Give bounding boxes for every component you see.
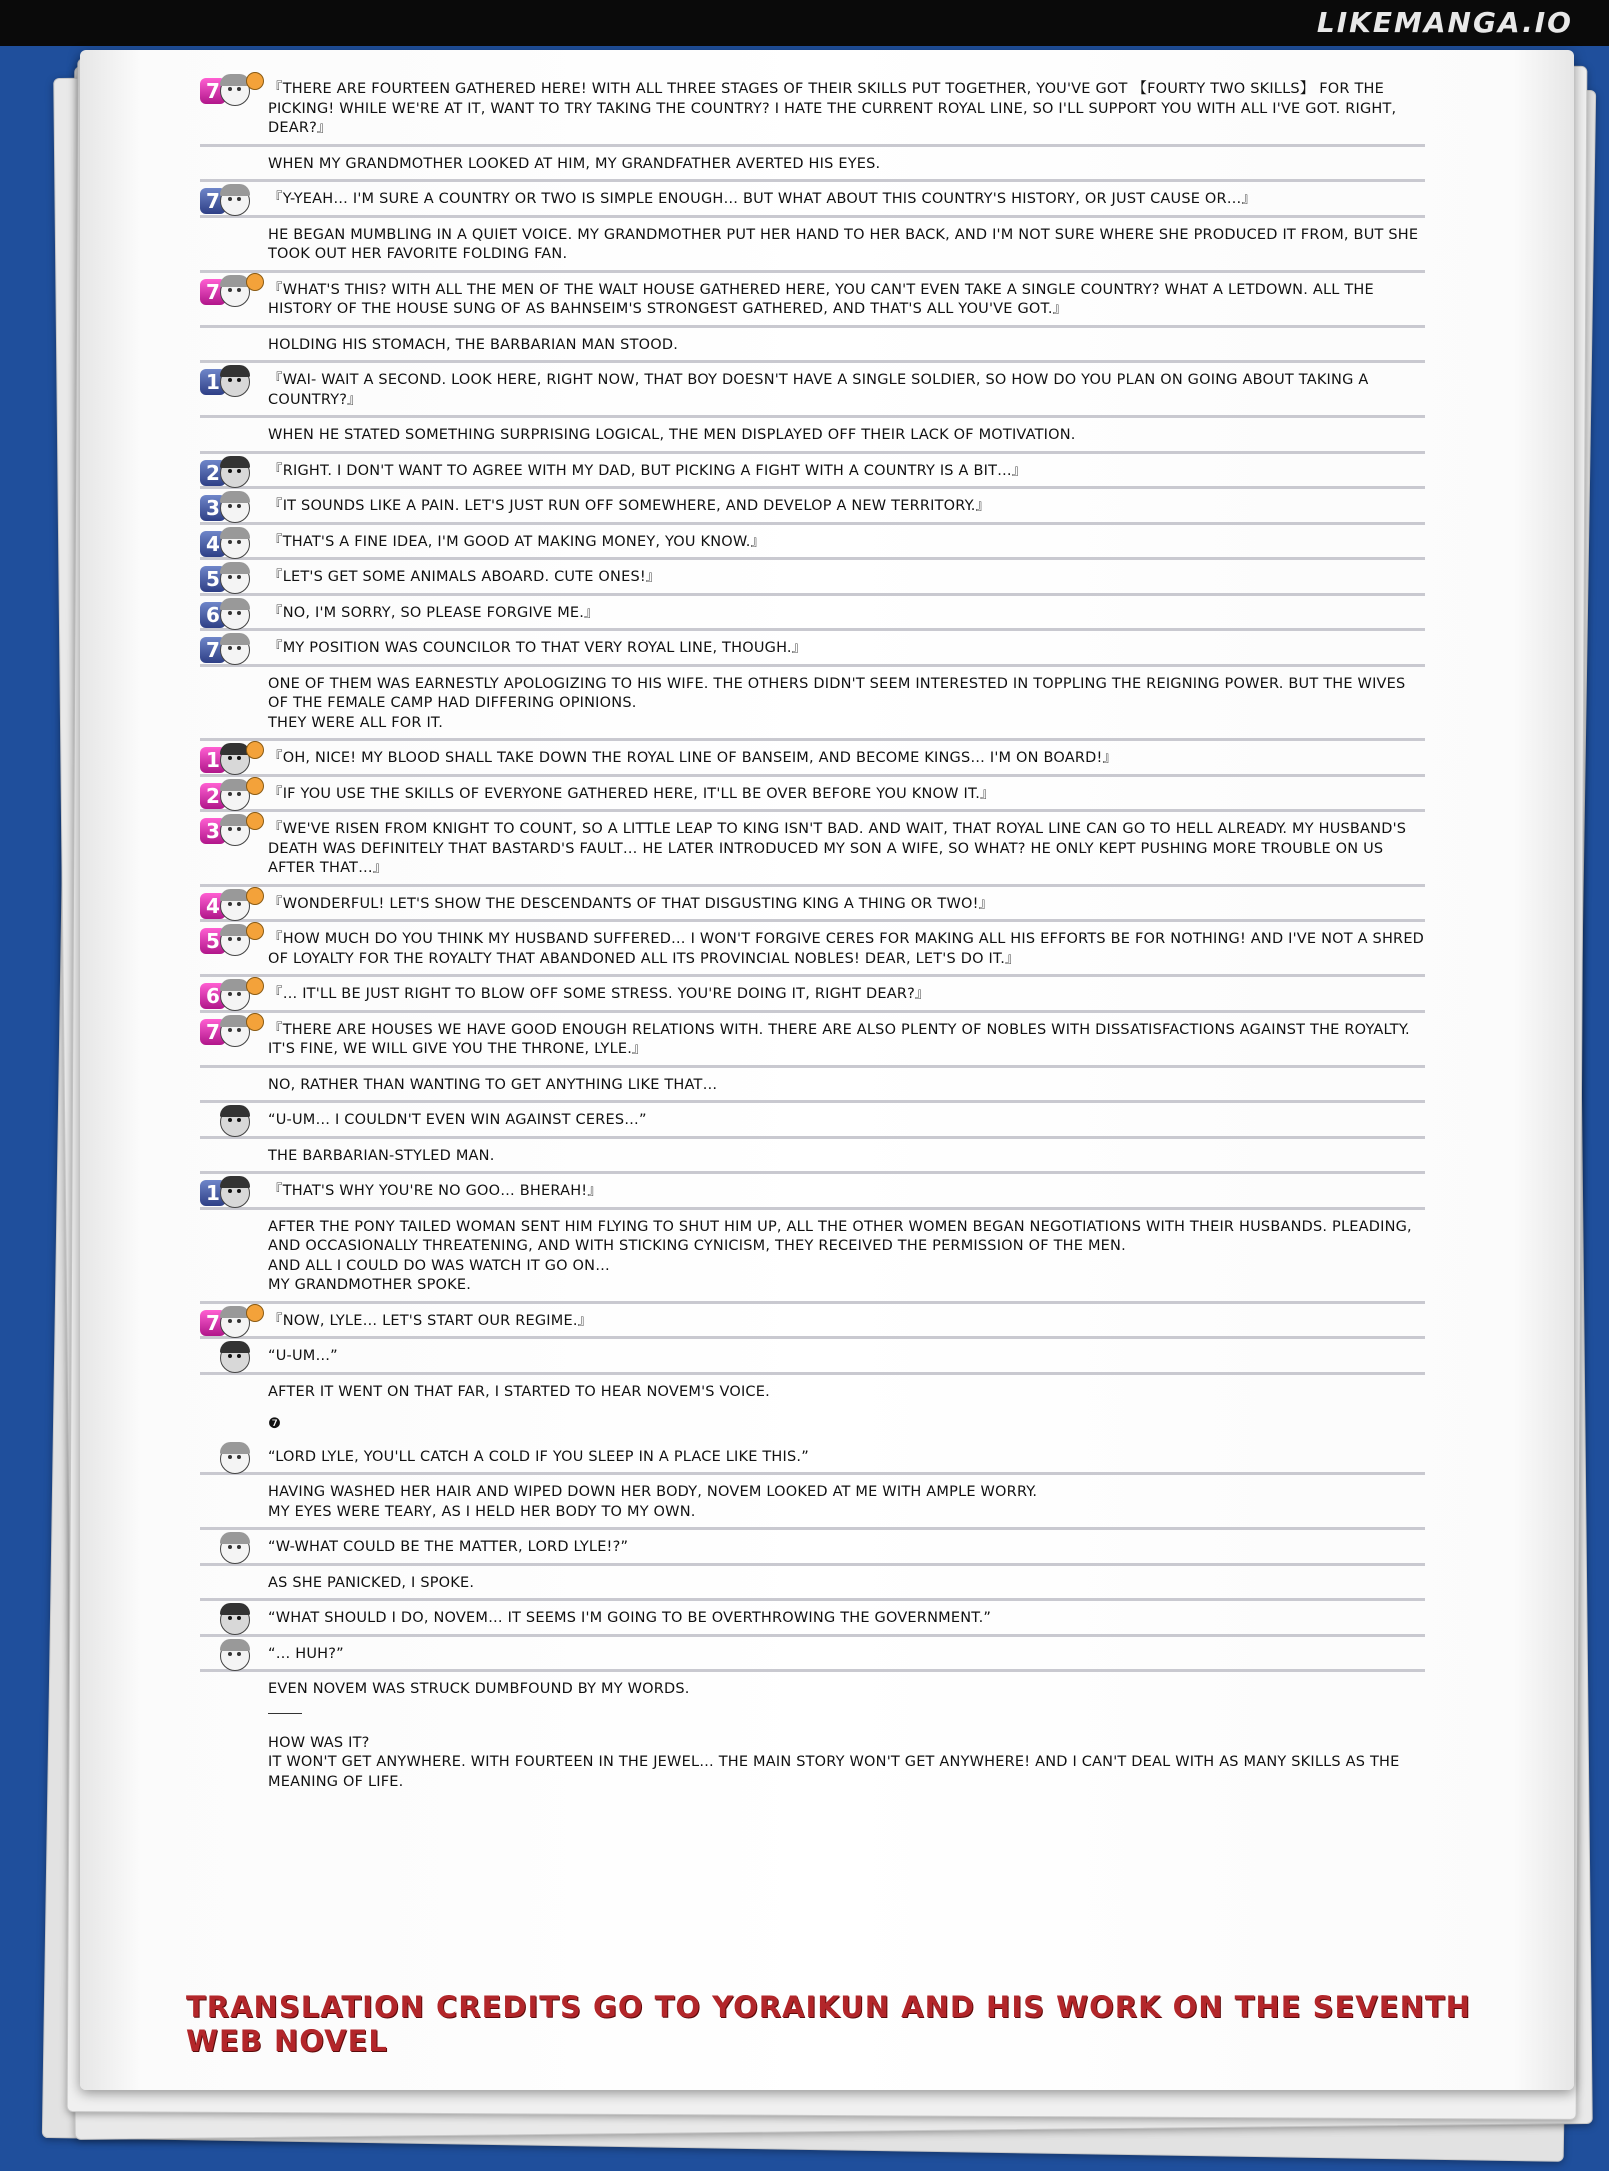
speaker-avatar — [200, 600, 252, 632]
dialogue-line — [200, 1312, 1425, 1340]
line-text: THE BARBARIAN-STYLED MAN. — [268, 1147, 495, 1164]
speaker-avatar — [200, 1017, 252, 1049]
dialogue-line — [200, 1645, 1425, 1673]
translation-credits: TRANSLATION CREDITS GO TO YORAIKUN AND HIS WORK ON THE SEVENTH WEB NOVEL — [186, 1990, 1471, 2058]
speaker-avatar — [200, 1444, 252, 1476]
narration-line — [200, 1680, 1425, 1705]
section-divider — [268, 1713, 302, 1714]
line-text: 『WONDERFUL! LET'S SHOW THE DESCENDANTS OF THAT DISGUSTING KING A THING OR TWO!』 — [268, 895, 994, 912]
line-text: 『WE'VE RISEN FROM KNIGHT TO COUNT, SO A LITTLE LEAP TO KING ISN'T BAD. AND WAIT, THAT ROYAL LINE CAN GO TO HELL ALREADY. MY HUSBAND'S DEATH WAS DEFINITELY THAT BASTARD'S FAULT… HE LATER INTRODUCED MY SON A WIFE, SO WHAT? HE ONLY KEPT PUSHING MORE TROUBLE ON US AFTER THAT…』 — [268, 821, 1407, 876]
speaker-avatar — [200, 76, 252, 108]
line-text: 『THERE ARE FOURTEEN GATHERED HERE! WITH ALL THREE STAGES OF THEIR SKILLS PUT TOGETHER, YOU'VE GOT 【FOURTY TWO SKILLS】 FOR THE PICKING! WHILE WE'RE AT IT, WANT TO TRY TAKING THE COUNTRY? I HATE THE CURRENT ROYAL LINE, SO I'LL SUPPORT YOU WITH ALL I'VE GOT. RIGHT, DEAR?』 — [268, 81, 1397, 136]
dialogue-line — [200, 985, 1425, 1013]
speaker-number-badge: 4 — [200, 893, 226, 919]
hair-icon — [220, 1639, 250, 1651]
hair-icon — [220, 491, 250, 503]
line-text: 『HOW MUCH DO YOU THINK MY HUSBAND SUFFERED… I WON'T FORGIVE CERES FOR MAKING ALL HIS EFFORTS BE FOR NOTHING! AND I'VE NOT A SHRED OF LOYALTY FOR THE ROYALTY THAT ABANDONED ALL ITS PROVINCIAL NOBLES! DEAR, LET'S DO IT.』 — [268, 931, 1425, 967]
narration-line — [200, 1147, 1425, 1175]
speaker-number-badge: 7 — [200, 637, 226, 663]
dialogue-line — [200, 190, 1425, 218]
dialogue-line — [200, 1347, 1425, 1375]
line-text: WHEN HE STATED SOMETHING SURPRISING LOGICAL, THE MEN DISPLAYED OFF THEIR LACK OF MOTIVATION. — [268, 427, 1076, 443]
speaker-number-badge: 5 — [200, 566, 226, 592]
wife-marker-icon — [246, 741, 264, 759]
line-text: WHEN MY GRANDMOTHER LOOKED AT HIM, MY GRANDFATHER AVERTED HIS EYES. — [268, 155, 881, 172]
narration-line — [200, 1383, 1425, 1408]
narration-line — [200, 1574, 1425, 1602]
speaker-avatar — [200, 1107, 252, 1139]
speaker-avatar — [200, 1178, 252, 1210]
hair-icon — [220, 598, 250, 610]
hair-icon — [220, 633, 250, 645]
line-text: 『RIGHT. I DON'T WANT TO AGREE WITH MY DAD, BUT PICKING A FIGHT WITH A COUNTRY IS A BIT…』 — [268, 462, 1027, 479]
line-text: NO, RATHER THAN WANTING TO GET ANYTHING LIKE THAT… — [268, 1076, 718, 1093]
dialogue-line — [200, 497, 1425, 525]
speaker-number-badge: 3 — [200, 818, 226, 844]
dialogue-line — [200, 80, 1425, 147]
hair-icon — [220, 1341, 250, 1353]
line-text: 『THERE ARE HOUSES WE HAVE GOOD ENOUGH RELATIONS WITH. THERE ARE ALSO PLENTY OF NOBLES WITH DISSATISFACTIONS AGAINST THE ROYALTY. IT'S FINE, WE WILL GIVE YOU THE THRONE, LYLE.』 — [268, 1021, 1410, 1057]
line-text: “… HUH?” — [268, 1645, 344, 1662]
speaker-number-badge: 7 — [200, 78, 226, 104]
speaker-number-badge: 7 — [200, 1310, 226, 1336]
line-text: 『IT SOUNDS LIKE A PAIN. LET'S JUST RUN OFF SOMEWHERE, AND DEVELOP A NEW TERRITORY.』 — [268, 498, 991, 514]
speaker-number-badge: 7 — [200, 188, 226, 214]
line-text: “U-UM…” — [268, 1348, 338, 1364]
dialogue-line — [200, 371, 1425, 418]
dialogue-line — [200, 462, 1425, 490]
line-text: AFTER IT WENT ON THAT FAR, I STARTED TO HEAR NOVEM'S VOICE. — [268, 1383, 770, 1400]
speaker-avatar — [200, 277, 252, 309]
dialogue-line — [200, 930, 1425, 977]
hair-icon — [220, 562, 250, 574]
wife-marker-icon — [246, 977, 264, 995]
speaker-number-badge: 7 — [200, 279, 226, 305]
speaker-avatar — [200, 1641, 252, 1673]
speaker-avatar — [200, 926, 252, 958]
line-text: 『MY POSITION WAS COUNCILOR TO THAT VERY ROYAL LINE, THOUGH.』 — [268, 640, 807, 656]
line-text: HOLDING HIS STOMACH, THE BARBARIAN MAN STOOD. — [268, 336, 679, 353]
narration-line — [200, 1218, 1425, 1304]
speaker-avatar — [200, 1343, 252, 1375]
wife-marker-icon — [246, 922, 264, 940]
speaker-avatar — [200, 745, 252, 777]
line-text: AFTER THE PONY TAILED WOMAN SENT HIM FLYING TO SHUT HIM UP, ALL THE OTHER WOMEN BEGAN NEGOTIATIONS WITH THEIR HUSBANDS. PLEADING, AND OCCASIONALLY THREATENING, AND WITH STICKING CYNICISM, THEY RECEIVED THE PERMISSION OF THE MEN. AND ALL I COULD DO WAS WATCH IT GO ON… MY GRANDMOTHER SPOKE. — [268, 1218, 1412, 1293]
dialogue-line — [200, 639, 1425, 667]
dialogue-line — [200, 895, 1425, 923]
narration-line — [200, 426, 1425, 454]
speaker-number-badge: 2 — [200, 783, 226, 809]
narration-line — [200, 155, 1425, 183]
hair-icon — [220, 1105, 250, 1117]
speaker-number-badge: 3 — [200, 495, 226, 521]
line-text: 『OH, NICE! MY BLOOD SHALL TAKE DOWN THE ROYAL LINE OF BANSEIM, AND BECOME KINGS… I'M ON BOARD!』 — [268, 750, 1118, 766]
hair-icon — [220, 1176, 250, 1188]
wife-marker-icon — [246, 812, 264, 830]
dialogue-line — [200, 1448, 1425, 1476]
narration-line — [200, 1076, 1425, 1104]
hair-icon — [220, 184, 250, 196]
line-text: ❼ — [268, 1416, 282, 1432]
wife-marker-icon — [246, 72, 264, 90]
dialogue-line — [200, 820, 1425, 887]
speaker-avatar — [200, 816, 252, 848]
speaker-number-badge: 4 — [200, 531, 226, 557]
speaker-avatar — [200, 367, 252, 399]
narration-line — [200, 1415, 1425, 1440]
dialogue-line — [200, 1111, 1425, 1139]
hair-icon — [220, 365, 250, 377]
speaker-avatar — [200, 1534, 252, 1566]
dialogue-line — [200, 1021, 1425, 1068]
speaker-number-badge: 2 — [200, 460, 226, 486]
dialogue-line — [200, 533, 1425, 561]
speaker-number-badge: 1 — [200, 1180, 226, 1206]
line-text: HAVING WASHED HER HAIR AND WIPED DOWN HER BODY, NOVEM LOOKED AT ME WITH AMPLE WORRY. MY EYES WERE TEARY, AS I HELD HER BODY TO MY OWN. — [268, 1484, 1038, 1520]
line-text: 『LET'S GET SOME ANIMALS ABOARD. CUTE ONES!』 — [268, 569, 661, 585]
line-text: 『THAT'S WHY YOU'RE NO GOO… BHERAH!』 — [268, 1183, 603, 1199]
speaker-number-badge: 6 — [200, 983, 226, 1009]
line-text: “WHAT SHOULD I DO, NOVEM… IT SEEMS I'M GOING TO BE OVERTHROWING THE GOVERNMENT.” — [268, 1610, 992, 1626]
hair-icon — [220, 527, 250, 539]
wife-marker-icon — [246, 1013, 264, 1031]
hair-icon — [220, 1442, 250, 1454]
wife-marker-icon — [246, 777, 264, 795]
speaker-number-badge: 7 — [200, 1019, 226, 1045]
narration-line — [200, 675, 1425, 742]
narration-line — [200, 226, 1425, 273]
narration-line — [200, 336, 1425, 364]
speaker-number-badge: 1 — [200, 747, 226, 773]
dialogue-line — [200, 1609, 1425, 1637]
hair-icon — [220, 456, 250, 468]
wife-marker-icon — [246, 1304, 264, 1322]
speaker-avatar — [200, 458, 252, 490]
line-text: HE BEGAN MUMBLING IN A QUIET VOICE. MY GRANDMOTHER PUT HER HAND TO HER BACK, AND I'M NOT SURE WHERE SHE PRODUCED IT FROM, BUT SHE TOOK OUT HER FAVORITE FOLDING FAN. — [268, 226, 1419, 262]
dialogue-line — [200, 281, 1425, 328]
dialogue-line — [200, 785, 1425, 813]
speaker-avatar — [200, 1308, 252, 1340]
line-text: AS SHE PANICKED, I SPOKE. — [268, 1574, 475, 1591]
narration-line — [200, 1483, 1425, 1530]
dialogue-line — [200, 1182, 1425, 1210]
line-text: “LORD LYLE, YOU'LL CATCH A COLD IF YOU SLEEP IN A PLACE LIKE THIS.” — [268, 1448, 809, 1465]
speaker-number-badge: 5 — [200, 928, 226, 954]
line-text: EVEN NOVEM WAS STRUCK DUMBFOUND BY MY WORDS. — [268, 1681, 690, 1697]
line-text: 『THAT'S A FINE IDEA, I'M GOOD AT MAKING MONEY, YOU KNOW.』 — [268, 533, 766, 550]
line-text: 『WAI- WAIT A SECOND. LOOK HERE, RIGHT NOW, THAT BOY DOESN'T HAVE A SINGLE SOLDIER, SO HOW DO YOU PLAN ON GOING ABOUT TAKING A COUNTRY?』 — [268, 372, 1369, 408]
dialogue-list — [200, 80, 1425, 1805]
line-text: 『WHAT'S THIS? WITH ALL THE MEN OF THE WALT HOUSE GATHERED HERE, YOU CAN'T EVEN TAKE A SINGLE COUNTRY? WHAT A LETDOWN. ALL THE HISTORY OF THE HOUSE SUNG OF AS BAHNSEIM'S STRONGEST GATHERED, AND THAT'S ALL YOU'VE GOT.』 — [268, 281, 1374, 317]
speaker-avatar — [200, 635, 252, 667]
speaker-avatar — [200, 493, 252, 525]
line-text: 『NOW, LYLE… LET'S START OUR REGIME.』 — [268, 1312, 593, 1329]
line-text: 『NO, I'M SORRY, SO PLEASE FORGIVE ME.』 — [268, 604, 599, 621]
speaker-avatar — [200, 781, 252, 813]
line-text: 『Y-YEAH… I'M SURE A COUNTRY OR TWO IS SIMPLE ENOUGH… BUT WHAT ABOUT THIS COUNTRY'S HISTORY, OR JUST CAUSE OR…』 — [268, 191, 1257, 207]
speaker-avatar — [200, 186, 252, 218]
hair-icon — [220, 1532, 250, 1544]
dialogue-line — [200, 749, 1425, 777]
hair-icon — [220, 1603, 250, 1615]
line-text: 『IF YOU USE THE SKILLS OF EVERYONE GATHERED HERE, IT'LL BE OVER BEFORE YOU KNOW IT.』 — [268, 785, 995, 802]
speaker-avatar — [200, 981, 252, 1013]
speaker-avatar — [200, 564, 252, 596]
line-text: “W-WHAT COULD BE THE MATTER, LORD LYLE!?” — [268, 1539, 629, 1555]
afterword: HOW WAS IT? IT WON'T GET ANYWHERE. WITH FOURTEEN IN THE JEWEL… THE MAIN STORY WON'T GET ANYWHERE! AND I CAN'T DEAL WITH AS MANY SKILLS AS THE MEANING OF LIFE. — [268, 1734, 1400, 1790]
dialogue-line — [200, 604, 1425, 632]
line-text: ONE OF THEM WAS EARNESTLY APOLOGIZING TO HIS WIFE. THE OTHERS DIDN'T SEEM INTERESTED IN TOPPLING THE REIGNING POWER. BUT THE WIVES OF THE FEMALE CAMP HAD DIFFERING OPINIONS. THEY WERE ALL FOR IT. — [268, 675, 1406, 731]
line-text: “U-UM… I COULDN'T EVEN WIN AGAINST CERES…” — [268, 1112, 647, 1128]
dialogue-line — [200, 568, 1425, 596]
speaker-avatar — [200, 1605, 252, 1637]
speaker-avatar — [200, 529, 252, 561]
wife-marker-icon — [246, 887, 264, 905]
speaker-number-badge: 6 — [200, 602, 226, 628]
wife-marker-icon — [246, 273, 264, 291]
line-text: 『… IT'LL BE JUST RIGHT TO BLOW OFF SOME STRESS. YOU'RE DOING IT, RIGHT DEAR?』 — [268, 986, 930, 1002]
dialogue-line — [200, 1538, 1425, 1566]
speaker-avatar — [200, 891, 252, 923]
watermark: LIKEMANGA.IO — [1316, 6, 1573, 39]
speaker-number-badge: 1 — [200, 369, 226, 395]
